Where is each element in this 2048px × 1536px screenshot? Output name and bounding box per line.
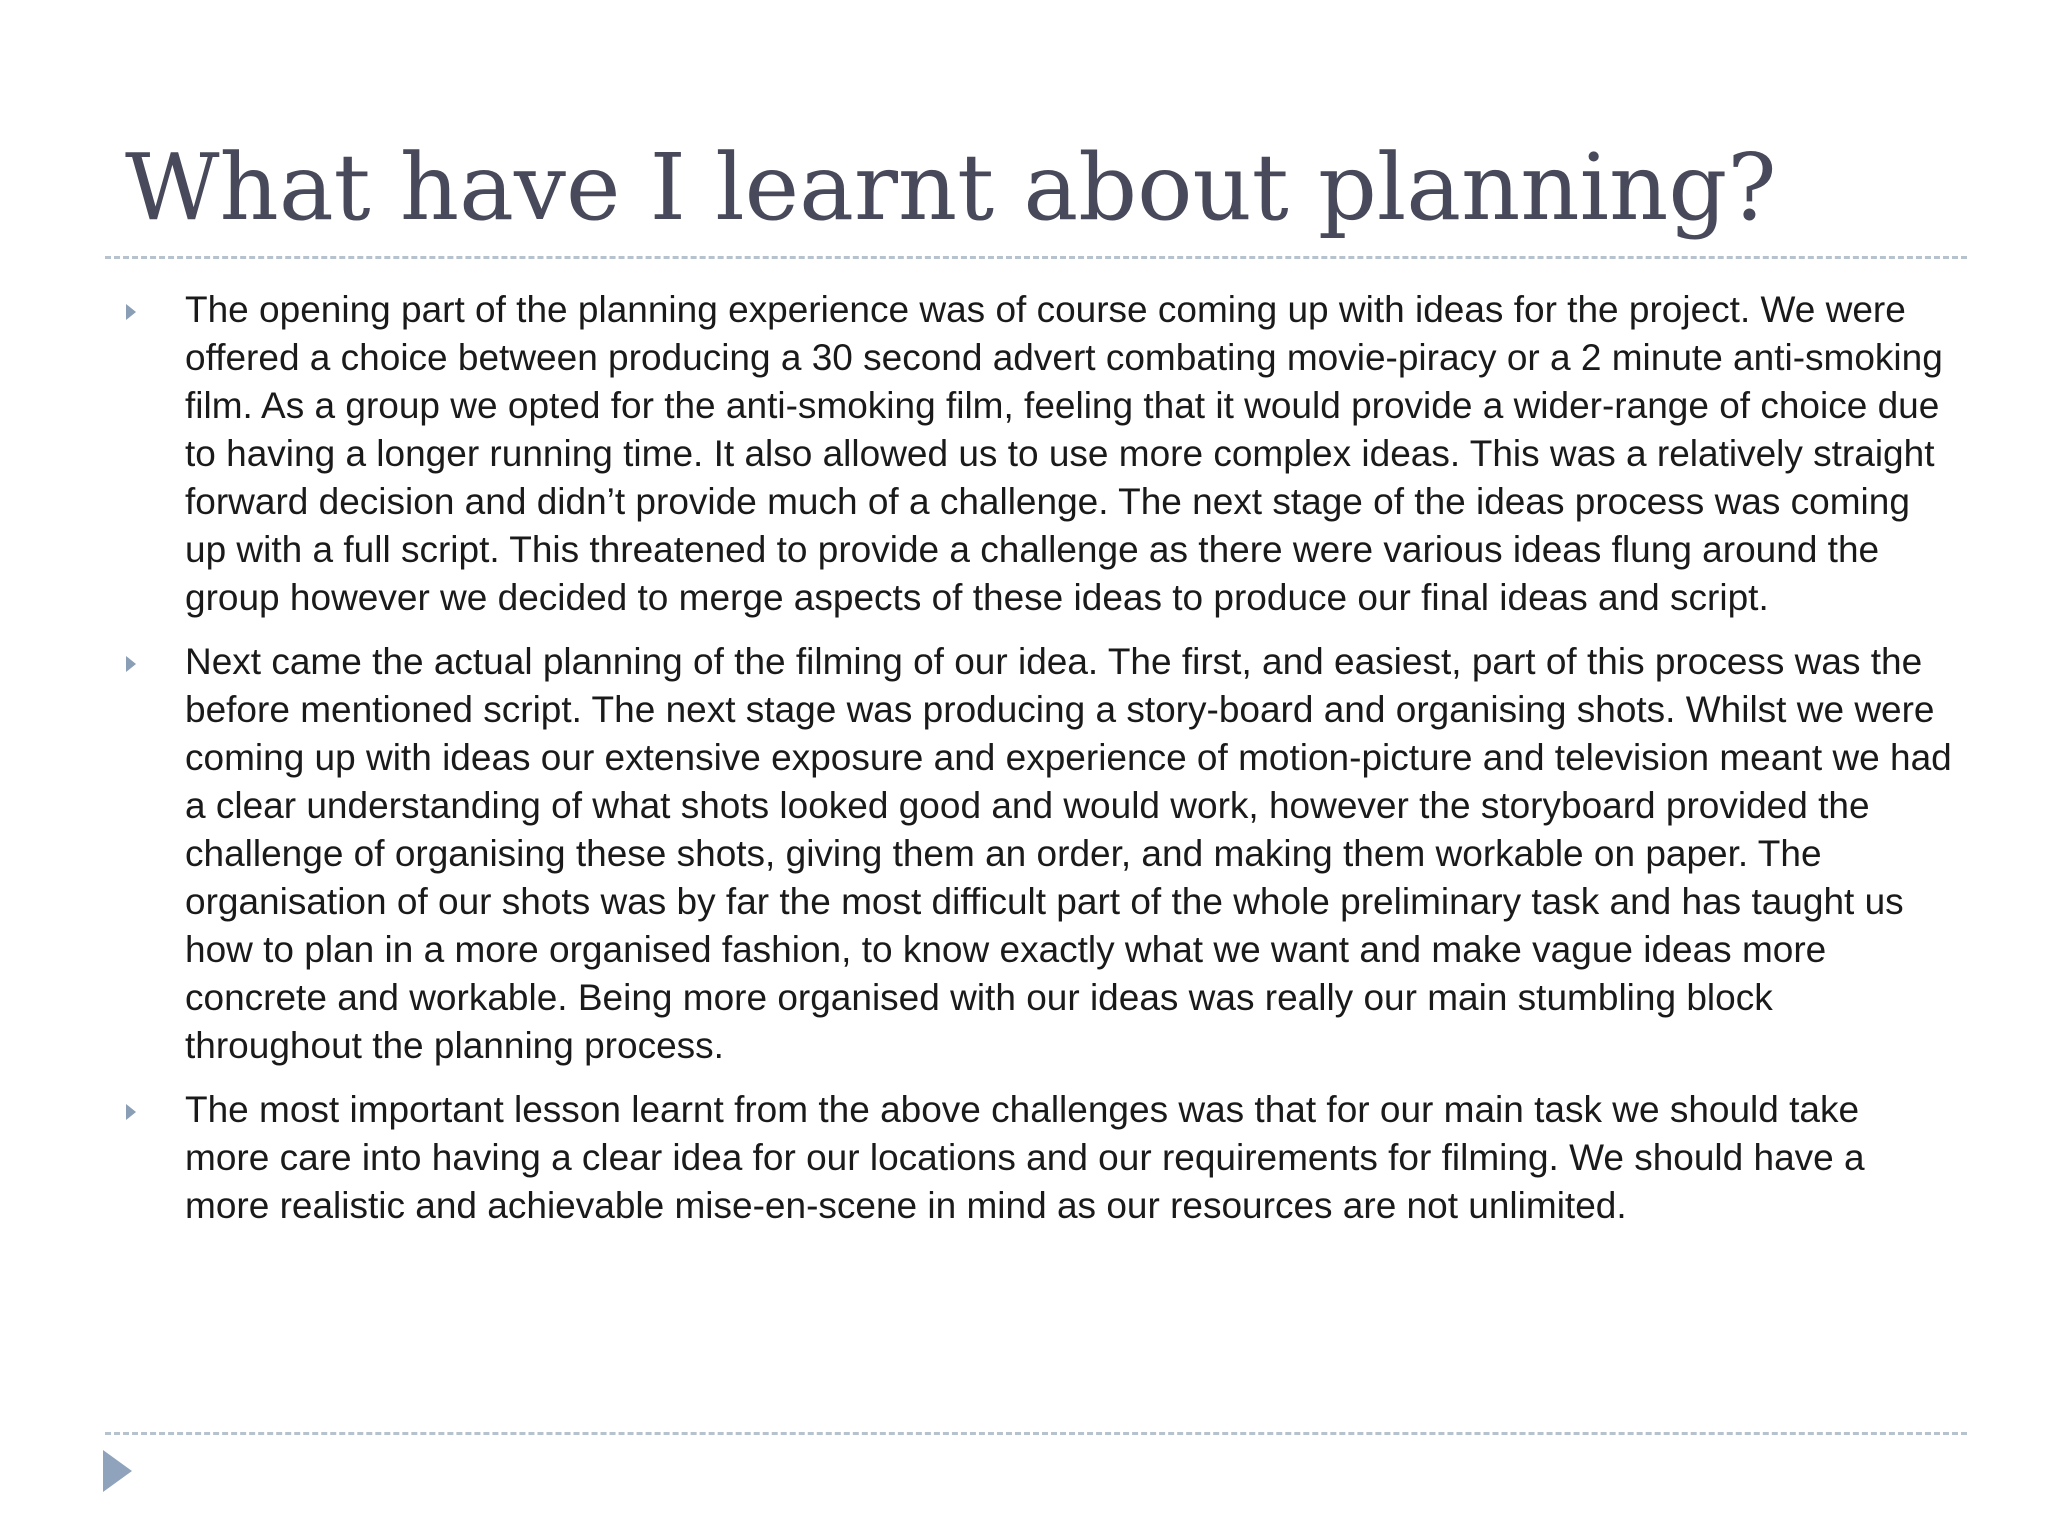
footer-triangle-icon — [103, 1450, 132, 1492]
title-divider — [105, 256, 1967, 259]
slide-title: What have I learnt about planning? — [125, 134, 1777, 241]
bullet-text: The most important lesson learnt from the above challenges was that for our main task we should take more care into having a clear idea for our locations and our requirements for filming. We should have a more realistic and achievable mise-en-scene in mind as our resources are not unlimited. — [185, 1089, 1865, 1226]
bullet-text: Next came the actual planning of the filming of our idea. The first, and easiest, part of this process was the before mentioned script. The next stage was producing a story-board and organising shots. Whilst we were coming up with ideas our extensive exposure and experience of motion-picture and television meant we had a clear understanding of what shots looked good and would work, however the storyboard provided the challenge of organising these shots, giving them an order, and making them workable on paper. The organisation of our shots was by far the most difficult part of the whole preliminary task and has taught us how to plan in a more organised fashion, to know exactly what we want and make vague ideas more concrete and workable. Being more organised with our ideas was really our main stumbling block throughout the planning process. — [185, 641, 1952, 1066]
bullet-list — [122, 286, 1952, 1246]
triangle-bullet-icon — [126, 656, 136, 672]
triangle-bullet-icon — [126, 1104, 136, 1120]
triangle-bullet-icon — [126, 304, 136, 320]
bullet-item — [122, 286, 1952, 622]
footer-divider — [105, 1432, 1967, 1435]
bullet-text: The opening part of the planning experience was of course coming up with ideas for the project. We were offered a choice between producing a 30 second advert combating movie-piracy or a 2 minute anti-smoking film. As a group we opted for the anti-smoking film, feeling that it would provide a wider-range of choice due to having a longer running time. It also allowed us to use more complex ideas. This was a relatively straight forward decision and didn’t provide much of a challenge. The next stage of the ideas process was coming up with a full script. This threatened to provide a challenge as there were various ideas flung around the group however we decided to merge aspects of these ideas to produce our final ideas and script. — [185, 289, 1943, 618]
bullet-item — [122, 1086, 1952, 1230]
bullet-item — [122, 638, 1952, 1070]
